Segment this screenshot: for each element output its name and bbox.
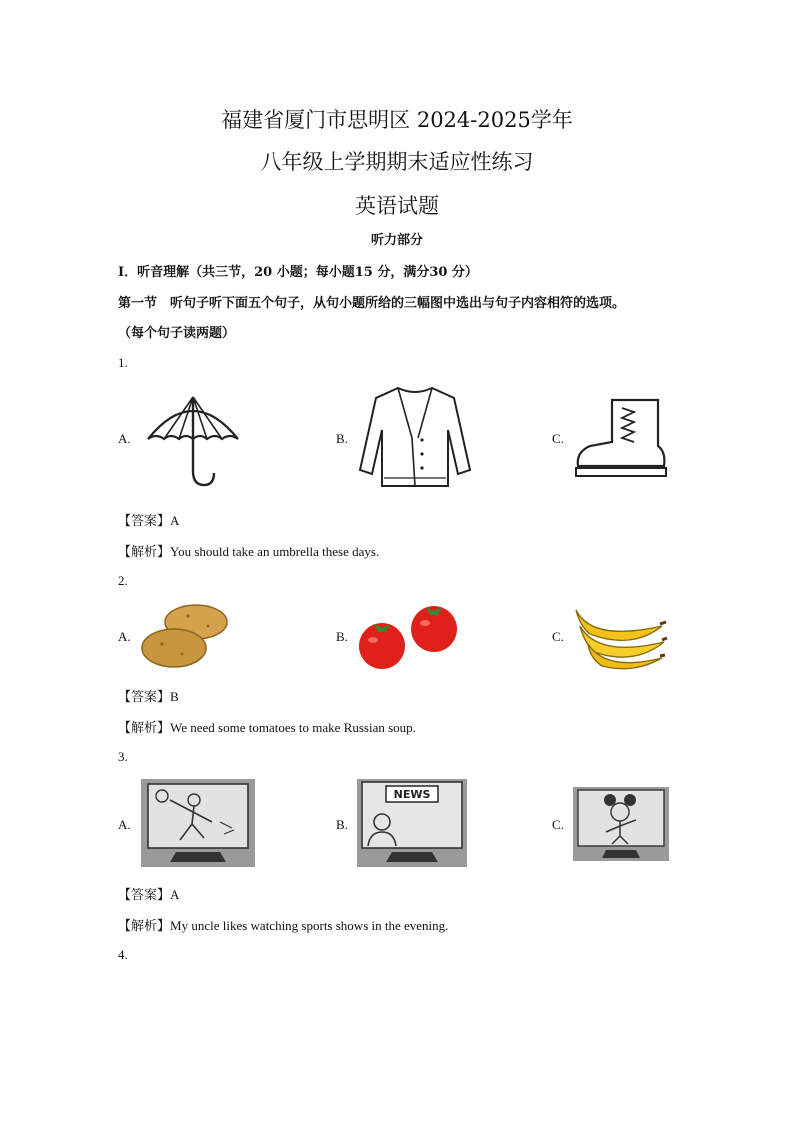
umbrella-icon: [144, 393, 242, 491]
answer-line: [118, 884, 179, 903]
option-label: A.: [118, 817, 131, 832]
question-number: 2.: [118, 573, 128, 588]
answer-value: A: [170, 887, 180, 902]
title-line-2: 八年级上学期期末适应性练习: [260, 150, 534, 174]
analysis-tag: 【解析】: [118, 545, 171, 560]
jacket-icon: [356, 382, 474, 496]
part-note: （每个句子读两题）: [118, 326, 236, 341]
question-number: 4.: [118, 947, 128, 962]
option-label: A.: [118, 431, 131, 446]
answer-tag: 【答案】: [118, 514, 171, 529]
analysis-tag: 【解析】: [118, 919, 171, 934]
tomato-icon: [356, 602, 462, 672]
option-label: B.: [336, 817, 348, 832]
answer-tag: 【答案】: [118, 690, 171, 705]
section-label: 听力部分: [370, 233, 423, 248]
option-label: C.: [552, 817, 564, 832]
answer-tag: 【答案】: [118, 888, 171, 903]
option-label: C.: [552, 629, 564, 644]
option-label: C.: [552, 431, 564, 446]
option-label: A.: [118, 629, 131, 644]
analysis-line: [118, 717, 416, 736]
question-number: 1.: [118, 355, 128, 370]
title-line-3: 英语试题: [355, 194, 439, 218]
answer-line: [118, 686, 179, 705]
analysis-text: My uncle likes watching sports shows in the evening.: [170, 918, 449, 933]
analysis-line: [118, 915, 448, 934]
potato-icon: [138, 600, 232, 672]
option-label: B.: [336, 629, 348, 644]
analysis-text: We need some tomatoes to make Russian soup.: [170, 720, 416, 735]
answer-value: A: [170, 513, 180, 528]
tv-cartoon-icon: [572, 786, 670, 862]
tv-news-icon: [356, 778, 468, 868]
analysis-tag: 【解析】: [118, 721, 171, 736]
news-screen-text: NEWS: [393, 788, 431, 801]
part-instruction: 第一节 听句子听下面五个句子，从句小题所给的三幅图中选出与句子内容相符的选项。: [118, 296, 626, 311]
analysis-text: You should take an umbrella these days.: [170, 544, 380, 559]
analysis-line: [118, 541, 379, 560]
tv-sports-icon: [140, 778, 256, 868]
answer-value: B: [170, 689, 179, 704]
title-line-1: 福建省厦门市思明区 2024-2025学年: [221, 108, 573, 132]
answer-line: [118, 510, 179, 529]
part-heading: I．听音理解（共三节，20 小题；每小题15 分，满分30 分）: [118, 265, 478, 280]
banana-icon: [572, 600, 668, 672]
question-number: 3.: [118, 749, 128, 764]
option-label: B.: [336, 431, 348, 446]
boot-icon: [572, 396, 668, 482]
